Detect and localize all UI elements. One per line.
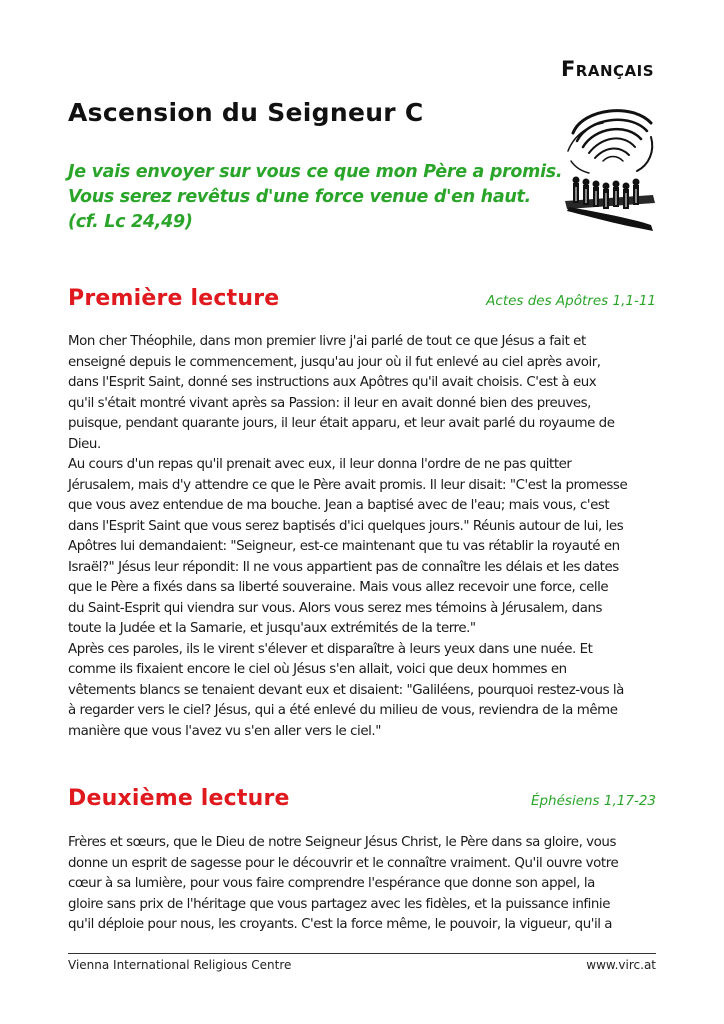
reading2-header: [68, 786, 656, 818]
text-line: qu'il déploie pour nous, les croyants. C'est la force même, le pouvoir, la vigueur, qu'il a: [68, 917, 613, 932]
reading1-title: Première lecture: [68, 286, 280, 311]
text-line: gloire sans prix de l'héritage que vous partagez avec les fidèles, et la puissance infinie: [68, 896, 610, 912]
language-label: Français: [560, 57, 654, 81]
text-line: Après ces paroles, ils le virent s'élever et disparaître à leurs yeux dans une nuée. Et: [68, 641, 593, 657]
text-line: cœur à sa lumière, pour vous faire comprendre l'espérance que donne son appel, la: [68, 876, 595, 891]
text-line: que vous avez entendue de ma bouche. Jean a baptisé avec de l'eau; mais vous, c'est: [68, 498, 610, 513]
opening-quote: [68, 160, 563, 235]
quote-line: Je vais envoyer sur vous ce que mon Père a promis.: [68, 162, 563, 182]
text-line: Mon cher Théophile, dans mon premier livre j'ai parlé de tout ce que Jésus a fait et: [68, 334, 586, 349]
reading1-text: [68, 332, 668, 742]
text-line: donne un esprit de sagesse pour le découvrir et le connaître vraiment. Qu'il ouvre votre: [68, 855, 619, 871]
text-line: toute la Judée et la Samarie, et jusqu'aux extrémités de la terre.": [68, 621, 476, 636]
footer-website-link[interactable]: www.virc.at: [586, 958, 656, 972]
reading2-reference: Éphésiens 1,17-23: [530, 793, 656, 809]
reading1-reference: Actes des Apôtres 1,1-11: [486, 293, 656, 309]
text-line: qu'il s'était montré vivant après sa Passion: il leur en avait donné bien des preuves,: [68, 395, 591, 411]
page-title: Ascension du Seigneur C: [68, 98, 424, 127]
ascension-illustration-icon: [563, 103, 658, 233]
text-line: Au cours d'un repas qu'il prenait avec eux, il leur donna l'ordre de ne pas quitter: [68, 457, 572, 472]
text-line: puisque, pendant quarante jours, il leur était apparu, et leur avait parlé du royaume de: [68, 416, 615, 431]
reading2-text: [68, 833, 668, 936]
footer-divider: [68, 953, 656, 954]
text-line: Jérusalem, mais d'y attendre ce que le Père avait promis. Il leur disait: "C'est la promesse: [68, 477, 628, 493]
reading2-title: Deuxième lecture: [68, 786, 290, 811]
text-line: enseigné depuis le commencement, jusqu'au jour où il fut enlevé au ciel après avoir,: [68, 354, 601, 370]
text-line: Israël?" Jésus leur répondit: Il ne vous appartient pas de connaître les délais et les dates: [68, 559, 619, 575]
text-line: Dieu.: [68, 436, 101, 452]
text-line: Apôtres lui demandaient: "Seigneur, est-ce maintenant que tu vas rétablir la royauté en: [68, 539, 620, 554]
text-line: dans l'Esprit Saint que vous serez baptisés d'ici quelques jours." Réunis autour de lui, les: [68, 518, 624, 534]
text-line: du Saint-Esprit qui viendra sur vous. Alors vous serez mes témoins à Jérusalem, dans: [68, 600, 603, 616]
text-line: dans l'Esprit Saint, donné ses instructions aux Apôtres qu'il avait choisis. C'est à eux: [68, 375, 597, 390]
text-line: vêtements blancs se tenaient devant eux et disaient: "Galiléens, pourquoi restez-vous là: [68, 682, 624, 698]
quote-line: Vous serez revêtus d'une force venue d'en haut.: [68, 187, 531, 207]
text-line: à regarder vers le ciel? Jésus, qui a été enlevé du milieu de vous, reviendra de la même: [68, 703, 618, 718]
text-line: manière que vous l'avez vu s'en aller vers le ciel.": [68, 723, 381, 739]
footer-organization: Vienna International Religious Centre: [68, 958, 292, 972]
reading1-header: [68, 286, 656, 318]
text-line: comme ils fixaient encore le ciel où Jésus s'en allait, voici que deux hommes en: [68, 662, 567, 677]
text-line: Frères et sœurs, que le Dieu de notre Seigneur Jésus Christ, le Père dans sa gloire, vous: [68, 835, 616, 850]
text-line: que le Père a fixés dans sa liberté souveraine. Mais vous allez recevoir une force, celle: [68, 580, 609, 595]
quote-line: (cf. Lc 24,49): [68, 212, 193, 232]
